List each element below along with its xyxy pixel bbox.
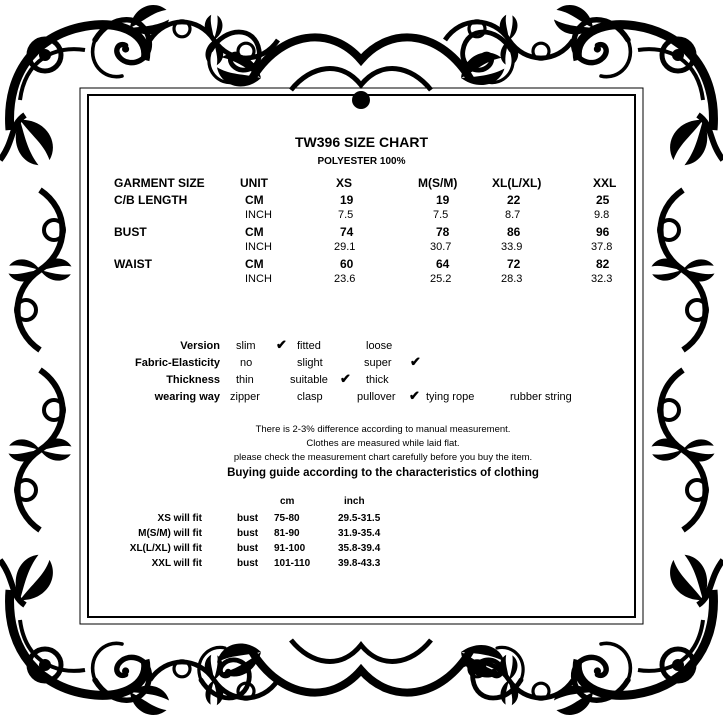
- check-icon: ✔: [410, 354, 421, 369]
- table-cell: 9.8: [594, 209, 610, 221]
- attr-option: pullover: [357, 391, 396, 403]
- unit-inch: INCH: [245, 273, 272, 285]
- attr-option: thick: [366, 374, 389, 386]
- guide-row-label: XL(L/XL) will fit: [129, 543, 202, 554]
- table-cell: 29.1: [334, 241, 356, 253]
- guide-col-cm: cm: [280, 496, 295, 507]
- header-xs: XS: [336, 176, 353, 190]
- guide-part: bust: [237, 513, 259, 524]
- table-cell: 7.5: [338, 209, 354, 221]
- table-cell: 86: [507, 225, 521, 239]
- chart-title: TW396 SIZE CHART: [294, 134, 428, 150]
- table-cell: 7.5: [433, 209, 449, 221]
- material-label: POLYESTER 100%: [317, 156, 406, 167]
- unit-inch: INCH: [245, 241, 272, 253]
- header-m: M(S/M): [418, 176, 458, 190]
- check-icon: ✔: [409, 388, 420, 403]
- row-label: WAIST: [114, 257, 152, 271]
- attr-label-thickness: Thickness: [166, 374, 220, 386]
- table-cell: 22: [507, 193, 521, 207]
- unit-inch: INCH: [245, 209, 272, 221]
- guide-row-label: XXL will fit: [151, 558, 202, 569]
- unit-cm: CM: [245, 193, 264, 207]
- guide-inch: 31.9-35.4: [338, 528, 381, 539]
- guide-inch: 29.5-31.5: [338, 513, 381, 524]
- guide-cm: 75-80: [274, 513, 300, 524]
- header-xl: XL(L/XL): [492, 176, 542, 190]
- attr-option: rubber string: [510, 391, 572, 403]
- guide-row-label: XS will fit: [157, 513, 202, 524]
- attr-label-version: Version: [180, 340, 220, 352]
- attr-option: slight: [297, 357, 323, 369]
- guide-cm: 101-110: [274, 558, 311, 569]
- header-xxl: XXL: [593, 176, 617, 190]
- table-cell: 25.2: [430, 273, 452, 285]
- table-cell: 19: [340, 193, 354, 207]
- attr-option: no: [240, 357, 253, 369]
- table-cell: 32.3: [591, 273, 613, 285]
- table-cell: 19: [436, 193, 450, 207]
- note-line: There is 2-3% difference according to manual measurement.: [255, 424, 511, 435]
- unit-cm: CM: [245, 225, 264, 239]
- attr-option: loose: [366, 340, 393, 352]
- guide-inch: 35.8-39.4: [338, 543, 381, 554]
- row-label: BUST: [114, 225, 147, 239]
- attr-option: suitable: [290, 374, 328, 386]
- table-cell: 64: [436, 257, 450, 271]
- attr-option: fitted: [297, 340, 321, 352]
- header-garment-size: GARMENT SIZE: [114, 176, 205, 190]
- attr-option: thin: [236, 374, 254, 386]
- row-label: C/B LENGTH: [114, 193, 188, 207]
- table-cell: 60: [340, 257, 354, 271]
- guide-row-label: M(S/M) will fit: [138, 528, 202, 539]
- table-cell: 23.6: [334, 273, 356, 285]
- unit-cm: CM: [245, 257, 264, 271]
- attr-option: clasp: [297, 391, 323, 403]
- check-icon: ✔: [340, 371, 351, 386]
- attr-option: tying rope: [426, 391, 475, 403]
- attr-label-wearing-way: wearing way: [154, 391, 220, 403]
- attr-option: zipper: [230, 391, 260, 403]
- table-cell: 30.7: [430, 241, 452, 253]
- guide-part: bust: [237, 543, 259, 554]
- note-line: please check the measurement chart carefully before you buy the item.: [233, 452, 533, 463]
- attr-option: slim: [236, 340, 256, 352]
- table-cell: 78: [436, 225, 450, 239]
- guide-cm: 81-90: [274, 528, 300, 539]
- table-cell: 33.9: [501, 241, 523, 253]
- guide-title: Buying guide according to the characteristics of clothing: [227, 467, 539, 479]
- table-cell: 8.7: [505, 209, 521, 221]
- check-icon: ✔: [276, 337, 287, 352]
- table-cell: 37.8: [591, 241, 613, 253]
- guide-inch: 39.8-43.3: [338, 558, 381, 569]
- note-line: Clothes are measured while laid flat.: [306, 438, 460, 449]
- guide-part: bust: [237, 528, 259, 539]
- guide-part: bust: [237, 558, 259, 569]
- table-cell: 25: [596, 193, 610, 207]
- table-cell: 72: [507, 257, 521, 271]
- guide-col-inch: inch: [344, 496, 365, 507]
- table-cell: 82: [596, 257, 610, 271]
- guide-cm: 91-100: [274, 543, 306, 554]
- attr-option: super: [364, 357, 392, 369]
- table-cell: 74: [340, 225, 354, 239]
- attr-label-fabric-elasticity: Fabric-Elasticity: [135, 357, 220, 369]
- table-cell: 96: [596, 225, 610, 239]
- table-cell: 28.3: [501, 273, 523, 285]
- header-unit: UNIT: [240, 176, 268, 190]
